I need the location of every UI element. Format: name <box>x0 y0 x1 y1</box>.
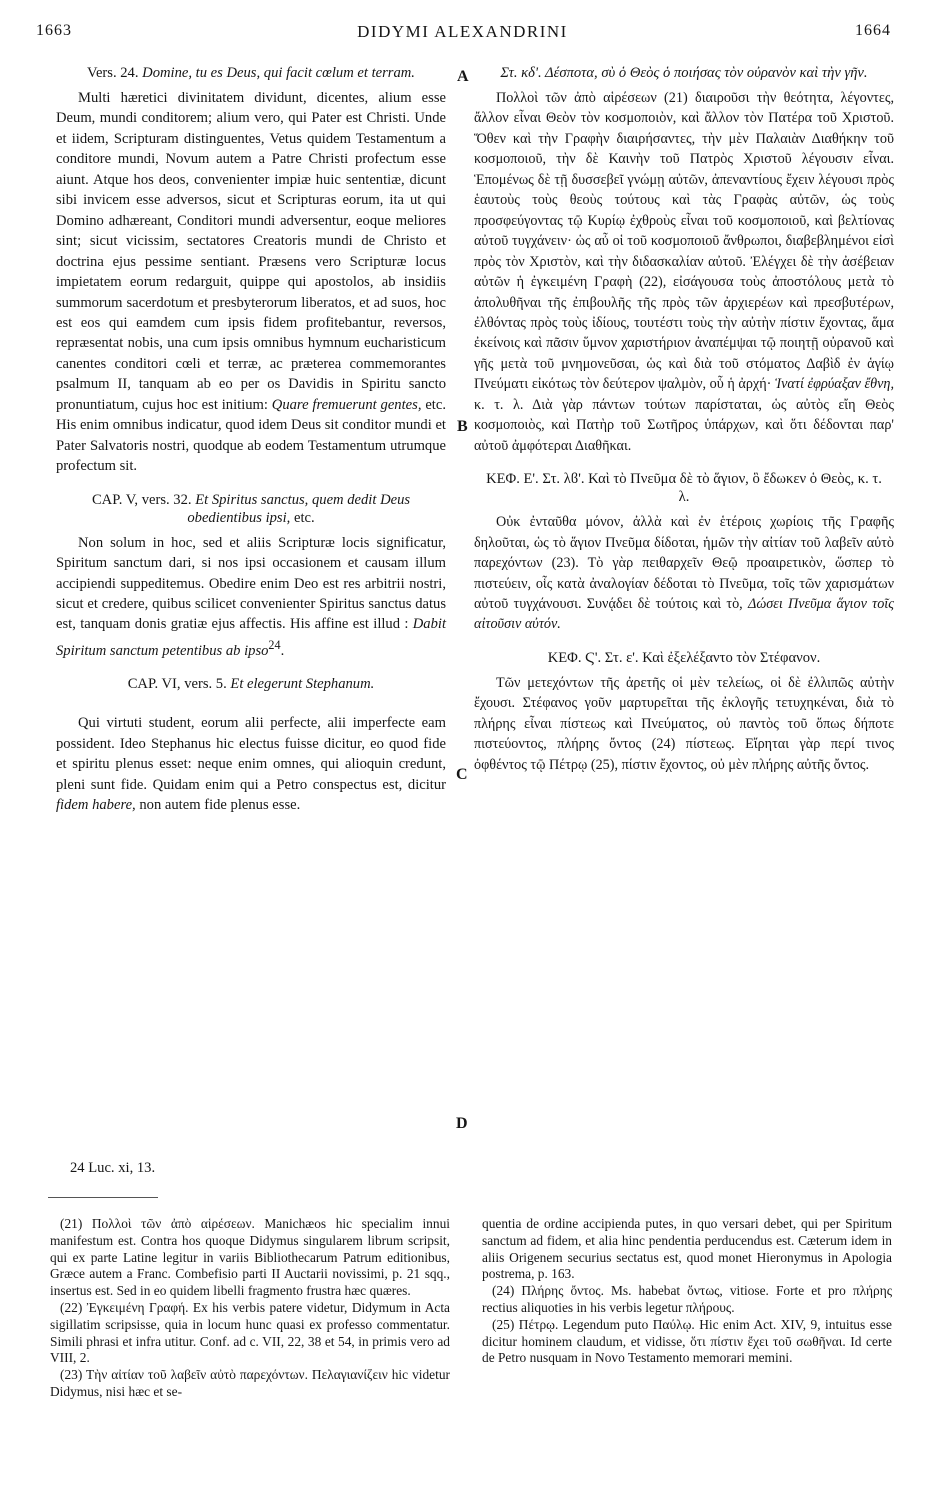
greek-heading-2: ΚΕΦ. Ε'. Στ. λϐ'. Καὶ τὸ Πνεῦμα δὲ τὸ ἅγιον, ὃ ἔδωκεν ὁ Θεὸς, κ. τ. λ. <box>486 471 882 506</box>
note-23: (23) Τὴν αἰτίαν τοῦ λαβεῖν αὐτὸ παρεχόντων. Πελαγιανίζειν hic videtur Didymus, nisi hæc et se- <box>50 1367 450 1399</box>
note-24: (24) Πλήρης ὄντος. Ms. habebat ὄντως, vitiose. Forte et pro πλήρης rectius aliquoties in his verbis legetur πλήρους. <box>482 1283 892 1315</box>
heading-text: Domine, tu es Deus, qui facit cœlum et terram. <box>142 65 415 81</box>
latin-heading-vers-24 <box>66 64 436 82</box>
latin-column <box>56 64 446 815</box>
latin-paragraph-1: Multi hæretici divinitatem dividunt, dicentes, alium esse Deum, mundi conditorem; alium vero, qui Pater est Christi. Unde et iidem, Scripturam distinguentes, Vetus quidem Testamentum a conditore mundi, Novum autem a Patre Christi profectum esse aiunt. Atque hos deos, convenienter impiæ huic sententiæ, dicunt sibi invicem esse adversos, sicut et Scripturas eorum, ita ut qui Domino adhæreant, Conditori mundi adversentur, eoque meliores sint; sicut vicissim, sectatores Creatoris mundi de Christo et doctrina ejus pessime sentiant. Præsens vero Scripturæ locus impietatem eorum redarguit, quippe qui apostolos, ab insidiis summorum sacerdotum et presbyterorum liberatos, et ad suos, hoc est eos qui eamdem cum ipsis fidem profitebantur, reversos, repræsentat nobis, una cum ipsis omnibus hymnum eucharisticum canentes conditori cœli et terræ, ac præterea commemorantes psalmum II, tanquam ab eo per os Davidis in Spiritu sancto pronuntiatum, cujus hoc est initium: Quare fremuerunt gentes, etc. His enim omnibus indicatur, quod idem Deus sit conditor mundi et Pater Salvatoris nostri, quodque ab eodem Testamentum utrumque profectum sit. <box>56 90 446 475</box>
page-number-left: 1663 <box>36 22 72 39</box>
note-21: (21) Πολλοὶ τῶν ἀπὸ αἱρέσεων. Manichæos hic specialim innui manifestum est. Contra hos quoque Didymus singularem librum scripsit, qui ex parte Latine legitur in variis Bibliothecarum Patrum editionibus, Græce autem a Franc. Combefisio parti II Auctarii novissimi, p. 21 sqq., insertus est. Sed in eo quidem libelli fragmento frustra hæc quæres. <box>50 1216 450 1299</box>
latin-heading-cap-6 <box>66 675 436 693</box>
footnote-24: 24 Luc. xi, 13. <box>70 1160 156 1176</box>
section-marker-a: A <box>457 68 469 85</box>
heading-label: CAP. V, vers. 32. <box>91 491 192 508</box>
heading-text: Et elegerunt Stephanum. <box>230 676 375 693</box>
latin-heading-cap-5: CAP. V, vers. 32. Et Spiritus sanctus, quem dedit Deus obedientibus ipsi, etc. <box>91 491 411 526</box>
running-header <box>0 22 925 50</box>
greek-paragraph-3: Τῶν μετεχόντων τῆς ἀρετῆς οἱ μὲν τελείως, οἱ δὲ ἐλλιπῶς αὐτὴν ἔχουσι. Στέφανος γοῦν μαρτυρεῖται τῆς ἐκλογῆς τετυχηκέναι, διὰ τὸ πλήρης εἶναι πίστεως καὶ Πνεύματος, οὐ παντὸς τοῦ ὅπως δήποτε πιστεύοντος, πλήρης ὄντος (24) πίστεως. Εἴρηται γὰρ περί τινος ὀφθέντος τῷ Πέτρῳ (25), πίστιν ἔχοντος, οὐ μὲν πλήρης αὐτῆς ὄντος. <box>474 674 894 773</box>
notes-divider <box>48 1197 158 1198</box>
heading-text: Et Spiritus sanctus, quem dedit Deus obedientibus ipsi, <box>187 491 411 526</box>
greek-heading-3: ΚΕΦ. Ϛ'. Στ. ε'. Καὶ ἐξελέξαντο τὸν Στέφανον. <box>547 649 821 666</box>
heading-label: Vers. 24. <box>87 65 139 81</box>
footnote-ref-24: 24 <box>268 637 281 652</box>
running-title: DIDYMI ALEXANDRINI <box>357 22 568 41</box>
greek-paragraph-1: Πολλοὶ τῶν ἀπὸ αἱρέσεων (21) διαιροῦσι τὴν θεότητα, λέγοντες, ἄλλον εἶναι Θεὸν τὸν κοσμοποιὸν, καὶ ἄλλον τὸν Πατέρα τοῦ Χριστοῦ. Ὅθεν καὶ τὴν Γραφὴν διαιρήσαντες, τὴν μὲν Παλαιὰν Διαθήκην τοῦ κοσμοποιοῦ, τὴν δὲ Καινὴν τοῦ Πατρὸς Χριστοῦ λέγουσιν εἶναι. Ἑπομένως δὲ τῇ δυσσεβεῖ γνώμῃ αὐτῶν, ἀπεναντίους ἔχειν λέγουσι πρὸς ἑαυτοὺς τοὺς θεοὺς τούτους καὶ τὰς Γραφὰς αὐτῶν, ὡς τοὺς προσφεύγοντας τῷ Κυρίῳ ἐχθροὺς εἶναι τοῦ κοσμοποιοῦ, καὶ βελτίονας αὐτοῦ τυγχάνειν· ὡς αὖ οἱ τοῦ κοσμοποιοῦ ἄνθρωποι, διαβεβλημένοι εἰσὶ πρὸς τὸν Χριστὸν, καὶ τὴν διδασκαλίαν αὐτοῦ. Ἐλέγχει δὲ τὴν ἀσέβειαν αὐτῶν ἡ ἐγκειμένη Γραφὴ (22), εἰσάγουσα τοὺς ἀποστόλους μετὰ τὸ ἀπολυθῆναι τῆς ἐπιβουλῆς τῆς πρὸς τῶν ἀρχιερέων καὶ πρεσβυτέρων, ἐλθόντας πρὸς τοὺς ἰδίους, τουτέστι τοὺς τὴν αὐτὴν πίστιν ἔχοντας, ἅμα ἐκείνοις καὶ πᾶσιν ὕμνον χαριστήριον ἀναπέμψαι τῷ ποιητῇ οὐρανοῦ καὶ γῆς μετὰ τοῦ μνημονεῦσαι, ὡς καὶ διὰ τοῦ στόματος Δαβὶδ ἐν ἁγίῳ Πνεύματι εἰκότως τὸν δεύτερον ψαλμὸν, οὗ ἡ ἀρχή· Ἱνατί ἐφρύαξαν ἔθνη, κ. τ. λ. Διὰ γὰρ πάντων τούτων παρίσταται, ὡς αὐτὸς εἴη Θεὸς κοσμοποιὸς, καὶ Πατὴρ τοῦ Σωτῆρος ὑπάρχων, καὶ ὅτι δέδονται παρ' αὐτοῦ ἀμφότεραι Διαθῆκαι. <box>474 90 895 454</box>
greek-heading-1: Στ. κδ'. Δέσποτα, σὺ ὁ Θεὸς ὁ ποιήσας τὸν οὐρανὸν καὶ τὴν γῆν. <box>500 65 868 81</box>
notes-left-column <box>50 1216 450 1401</box>
notes-right-column <box>482 1216 892 1367</box>
note-22: (22) Ἐγκειμένη Γραφή. Ex his verbis patere videtur, Didymum in Acta sigillatim scripsisse, quia in locum hunc quasi ex professo commentatur. Simili phrasi et infra utitur. Conf. ad c. VII, 22, 38 et 54, in primis vero ad VIII, 2. <box>50 1299 450 1366</box>
heading-label: CAP. VI, vers. 5. <box>127 676 227 693</box>
section-marker-d: D <box>456 1115 468 1132</box>
latin-paragraph-2: Non solum in hoc, sed et aliis Scripturæ locis significatur, Spiritum sanctum dari, si nos ipsi occasionem et causam illum accipiendi suppeditemus. Obedire enim Deo est res arbitrii nostri, sicut et credere, quibus scilicet convenienter Spiritus sanctus datus est, tanquam donis gratiæ ejus affectis. His affine est illud : Dabit Spiritum sanctum petentibus ab ipso$^{24}$. <box>56 534 447 659</box>
greek-column <box>474 64 894 775</box>
page-number-right: 1664 <box>855 22 891 39</box>
note-25: (25) Πέτρῳ. Legendum puto Παύλῳ. Hic enim Act. XIV, 9, intuitus esse dicitur hominem claudum, et vidisse, ὅτι πίστιν ἔχει τοῦ σωθῆναι. Id certe de Petro nusquam in Novo Testamento memorari memini. <box>482 1316 892 1366</box>
greek-paragraph-2: Οὐκ ἐνταῦθα μόνον, ἀλλὰ καὶ ἐν ἑτέροις χωρίοις τῆς Γραφῆς δηλοῦται, ὡς τὸ ἅγιον Πνεῦμα δίδοται, ἡμῶν τὴν αἰτίαν τοῦ λαβεῖν αὐτὸ παρεχόντων (23). Τὸ γὰρ πειθαρχεῖν Θεῷ προαιρετικὸν, ὥσπερ τὸ πιστεύειν, οἷς κατὰ ἀναλογίαν δέδοται τὸ Πνεῦμα, τοῖς τῶν χαρισμάτων αὐτοῦ τυγχάνουσι. Συνᾴδει δὲ τούτοις καὶ τὸ, Δώσει Πνεῦμα ἅγιον τοῖς αἰτοῦσιν αὐτόν. <box>474 514 895 633</box>
note-23-continued: quentia de ordine accipienda putes, in quo versari debet, qui per Spiritum sanctum ad fidem, et alia hinc pendentia perducendus est. Cæterum idem in aliis Origenem securius sectatus est, quod monet Hieronymus in Apologia postrema, p. 163. <box>482 1216 892 1282</box>
section-marker-b: B <box>457 418 468 435</box>
section-marker-c: C <box>456 766 468 783</box>
latin-paragraph-3: Qui virtuti student, eorum alii perfecte, alii imperfecte eam possident. Ideo Stephanus hic electus fuisse dicitur, eo quod fide et spiritu plenus esset: neque enim omnes, qui alioquin credunt, pleni sunt fide. Quidam enim qui a Petro conspectus est, dicitur fidem habere, non autem fide plenus esse. <box>56 715 446 813</box>
